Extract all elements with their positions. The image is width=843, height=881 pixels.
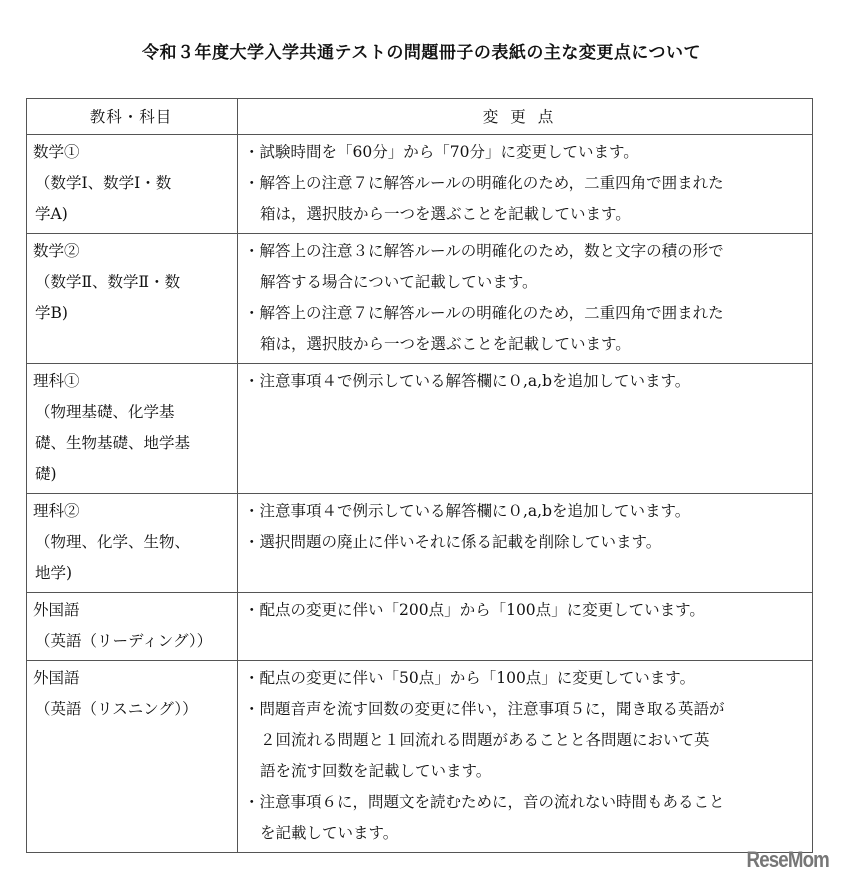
table-row (27, 661, 813, 853)
table-header-row (27, 99, 813, 135)
subject-detail: （数学Ⅱ、数学Ⅱ・数 (35, 273, 181, 291)
resemom-logo: ReseMom (746, 847, 829, 872)
change-item (244, 236, 804, 298)
subject-name: 数学② (33, 242, 80, 260)
subject-cell (27, 494, 238, 593)
changes-cell (238, 135, 813, 234)
subject-detail: 学B) (35, 304, 68, 322)
subject-name: 外国語 (33, 601, 80, 619)
subject-cell (27, 593, 238, 661)
change-text: ・解答上の注意３に解答ルールの明確化のため，数と文字の積の形で (244, 242, 724, 260)
subject-detail: 学A) (35, 205, 68, 223)
subject-detail: （数学Ⅰ、数学Ⅰ・数 (35, 174, 172, 192)
subject-cell (27, 135, 238, 234)
header-subject: 教科・科目 (27, 99, 238, 135)
subject-cell (27, 661, 238, 853)
change-text: 解答する場合について記載しています。 (260, 273, 538, 291)
change-item (244, 298, 804, 360)
subject-name: 外国語 (33, 669, 80, 687)
document-title: 令和３年度大学入学共通テストの問題冊子の表紙の主な変更点について (142, 43, 701, 63)
change-item (244, 787, 804, 849)
subject-cell (27, 364, 238, 494)
subject-name: 理科② (33, 502, 80, 520)
change-text: ・配点の変更に伴い「50点」から「100点」に変更しています。 (244, 669, 696, 687)
subject-detail: 地学) (35, 564, 73, 582)
subject-cell (27, 234, 238, 364)
change-text: ・選択問題の廃止に伴いそれに係る記載を削除しています。 (244, 533, 662, 551)
table-body (27, 135, 813, 853)
change-item (244, 137, 804, 168)
change-text: を記載しています。 (260, 824, 399, 842)
table-row (27, 593, 813, 661)
table-row (27, 494, 813, 593)
change-item (244, 663, 804, 694)
subject-name: 数学① (33, 143, 80, 161)
changes-cell (238, 661, 813, 853)
subject-detail: 礎) (35, 465, 57, 483)
change-item (244, 527, 804, 558)
change-item (244, 168, 804, 230)
subject-detail: （物理、化学、生物、 (35, 533, 191, 551)
changes-cell (238, 494, 813, 593)
changes-cell (238, 593, 813, 661)
changes-table (26, 98, 813, 853)
change-text: 箱は，選択肢から一つを選ぶことを記載しています。 (260, 205, 631, 223)
change-text: ・試験時間を「60分」から「70分」に変更しています。 (244, 143, 639, 161)
header-changes: 変更点 (238, 99, 813, 135)
change-text: ・解答上の注意７に解答ルールの明確化のため，二重四角で囲まれた (244, 174, 724, 192)
table-row (27, 364, 813, 494)
changes-cell (238, 234, 813, 364)
change-text: 箱は，選択肢から一つを選ぶことを記載しています。 (260, 335, 631, 353)
subject-detail: 礎、生物基礎、地学基 (35, 434, 191, 452)
changes-cell (238, 364, 813, 494)
change-text: 語を流す回数を記載しています。 (260, 762, 492, 780)
change-text: ２回流れる問題と１回流れる問題があることと各問題において英 (260, 731, 710, 749)
subject-detail: （物理基礎、化学基 (35, 403, 175, 421)
table-row (27, 234, 813, 364)
change-text: ・解答上の注意７に解答ルールの明確化のため，二重四角で囲まれた (244, 304, 724, 322)
change-item (244, 694, 804, 787)
change-text: ・注意事項６に，問題文を読むために，音の流れない時間もあること (244, 793, 725, 811)
change-item (244, 496, 804, 527)
change-text: ・注意事項４で例示している解答欄に０,a,bを追加しています。 (244, 372, 691, 390)
subject-detail: （英語（リスニング）） (35, 700, 198, 718)
change-text: ・注意事項４で例示している解答欄に０,a,bを追加しています。 (244, 502, 691, 520)
change-text: ・配点の変更に伴い「200点」から「100点」に変更しています。 (244, 601, 705, 619)
table-row (27, 135, 813, 234)
subject-detail: （英語（リーディング）） (35, 632, 213, 650)
change-text: ・問題音声を流す回数の変更に伴い，注意事項５に，聞き取る英語が (244, 700, 725, 718)
change-item (244, 366, 804, 397)
subject-name: 理科① (33, 372, 80, 390)
change-item (244, 595, 804, 626)
